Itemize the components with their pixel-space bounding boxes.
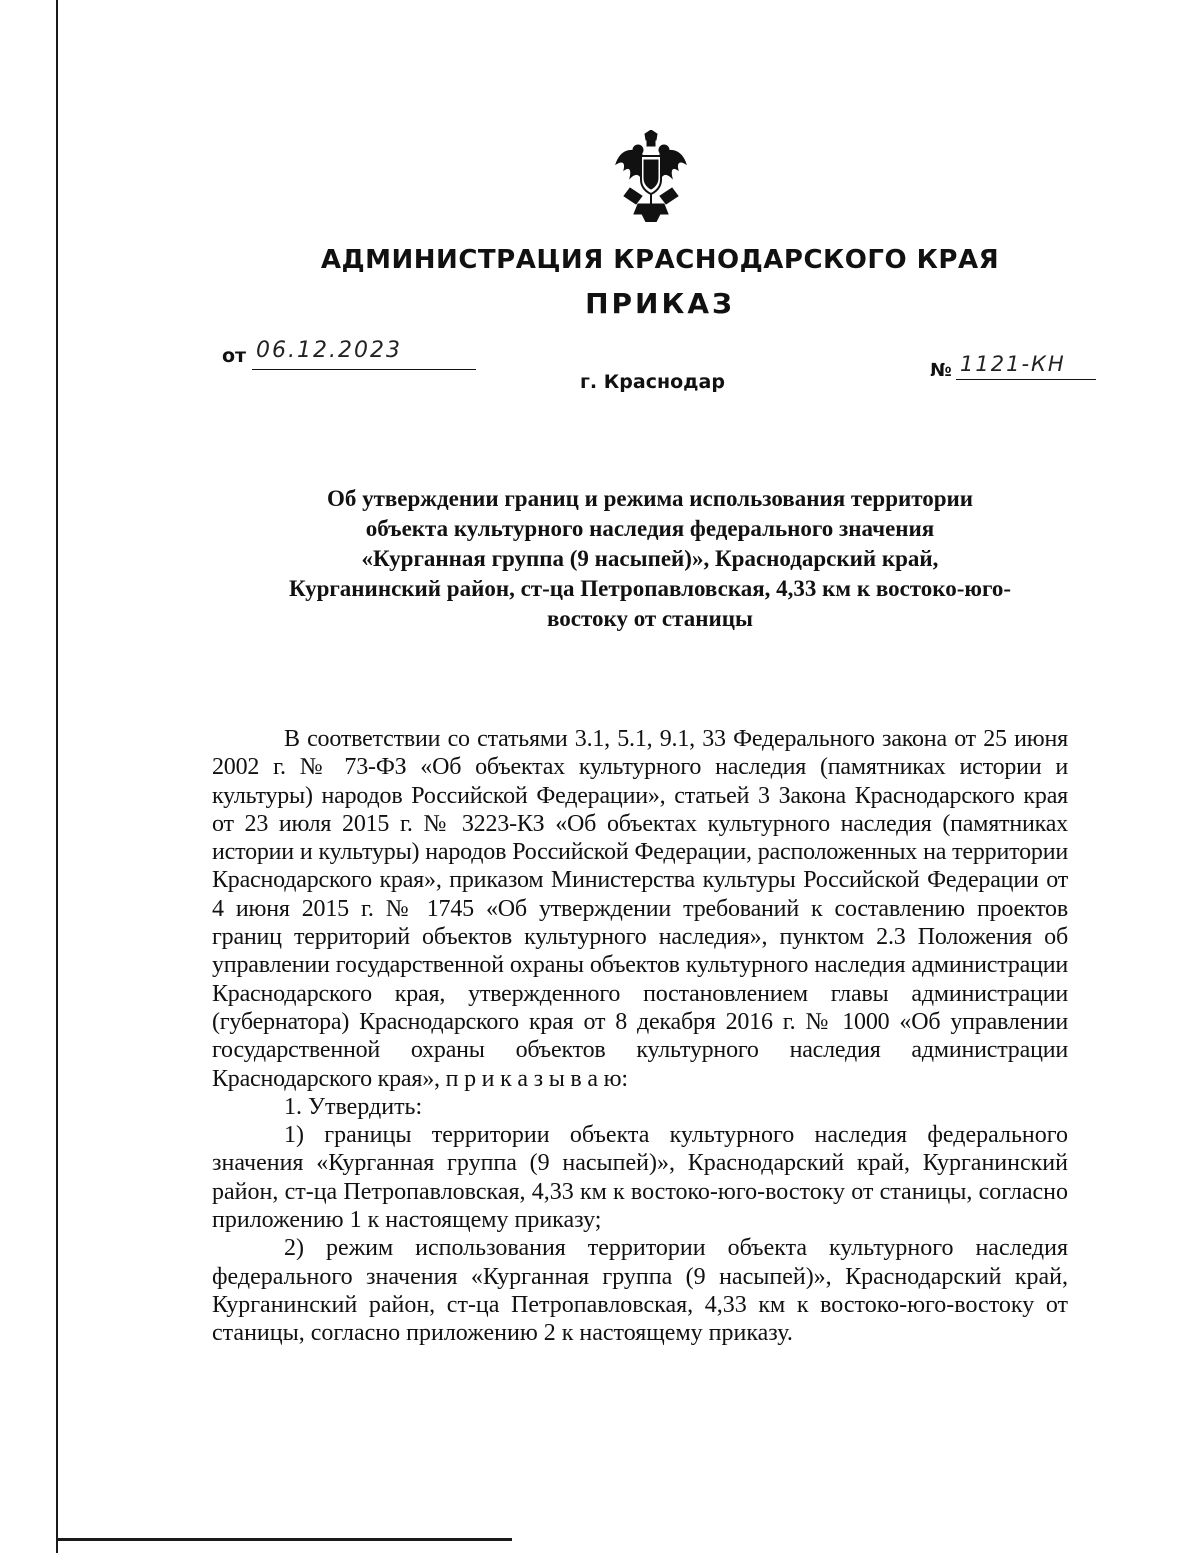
subject-line: объекта культурного наследия федерального значения <box>365 516 935 541</box>
date-prefix-label: от <box>222 345 247 367</box>
organization-title: АДМИНИСТРАЦИЯ КРАСНОДАРСКОГО КРАЯ <box>320 245 1000 275</box>
order-body <box>212 725 1068 1348</box>
krasnodar-coat-of-arms-icon <box>612 130 690 222</box>
scan-left-edge <box>56 0 58 1553</box>
date-underline <box>252 369 476 370</box>
subject-line: «Курганная группа (9 насыпей)», Краснодарский край, <box>361 546 939 571</box>
city-label: г. Краснодар <box>580 371 725 393</box>
item-1-1-paragraph: 1) границы территории объекта культурного наследия федерального значения «Курганная группа (9 насыпей)», Краснодарский край, Курганинский район, ст-ца Петропавловская, 4,33 км к востоко-юго-востоку от станицы, согласно приложению 1 к настоящему приказу; <box>212 1122 1068 1234</box>
document-type: ПРИКАЗ <box>585 287 735 320</box>
handwritten-order-number: 1121-КН <box>960 352 1066 376</box>
handwritten-date: 06.12.2023 <box>256 338 402 363</box>
subject-line: Об утверждении границ и режима использования территории <box>326 486 974 511</box>
scan-bottom-edge <box>56 1538 512 1541</box>
order-subject-title <box>220 484 1080 634</box>
number-underline <box>956 379 1096 380</box>
item-1-paragraph: 1. Утвердить: <box>284 1093 423 1120</box>
number-prefix-label: № <box>930 360 952 381</box>
item-1-2-paragraph: 2) режим использования территории объекта культурного наследия федерального значения «Курганная группа (9 насыпей)», Краснодарский край, Курганинский район, ст-ца Петропавловская, 4,33 км к востоко-юго-востоку от станицы, согласно приложению 2 к настоящему приказу. <box>212 1235 1068 1347</box>
preamble-paragraph: В соответствии со статьями 3.1, 5.1, 9.1, 33 Федерального закона от 25 июня 2002 г. № 73-ФЗ «Об объектах культурного наследия (памятниках истории и культуры) народов Российской Федерации», статьей 3 Закона Краснодарского края от 23 июля 2015 г. № 3223-КЗ «Об объектах культурного наследия (памятниках истории и культуры) народов Российской Федерации, расположенных на территории Краснодарского края», приказом Министерства культуры Российской Федерации от 4 июня 2015 г. № 1745 «Об утверждении требований к составлению проектов границ территорий объектов культурного наследия», пунктом 2.3 Положения об управлении государственной охраны объектов культурного наследия администрации Краснодарского края, утвержденного постановлением главы администрации (губернатора) Краснодарского края от 8 декабря 2016 г. № 1000 «Об управлении государственной охраны объектов культурного наследия администрации Краснодарского края», п р и к а з ы в а ю: <box>212 726 1068 1092</box>
subject-line: Курганинский район, ст-ца Петропавловская, 4,33 км к востоко-юго- <box>288 576 1012 601</box>
subject-line: востоку от станицы <box>547 606 753 631</box>
